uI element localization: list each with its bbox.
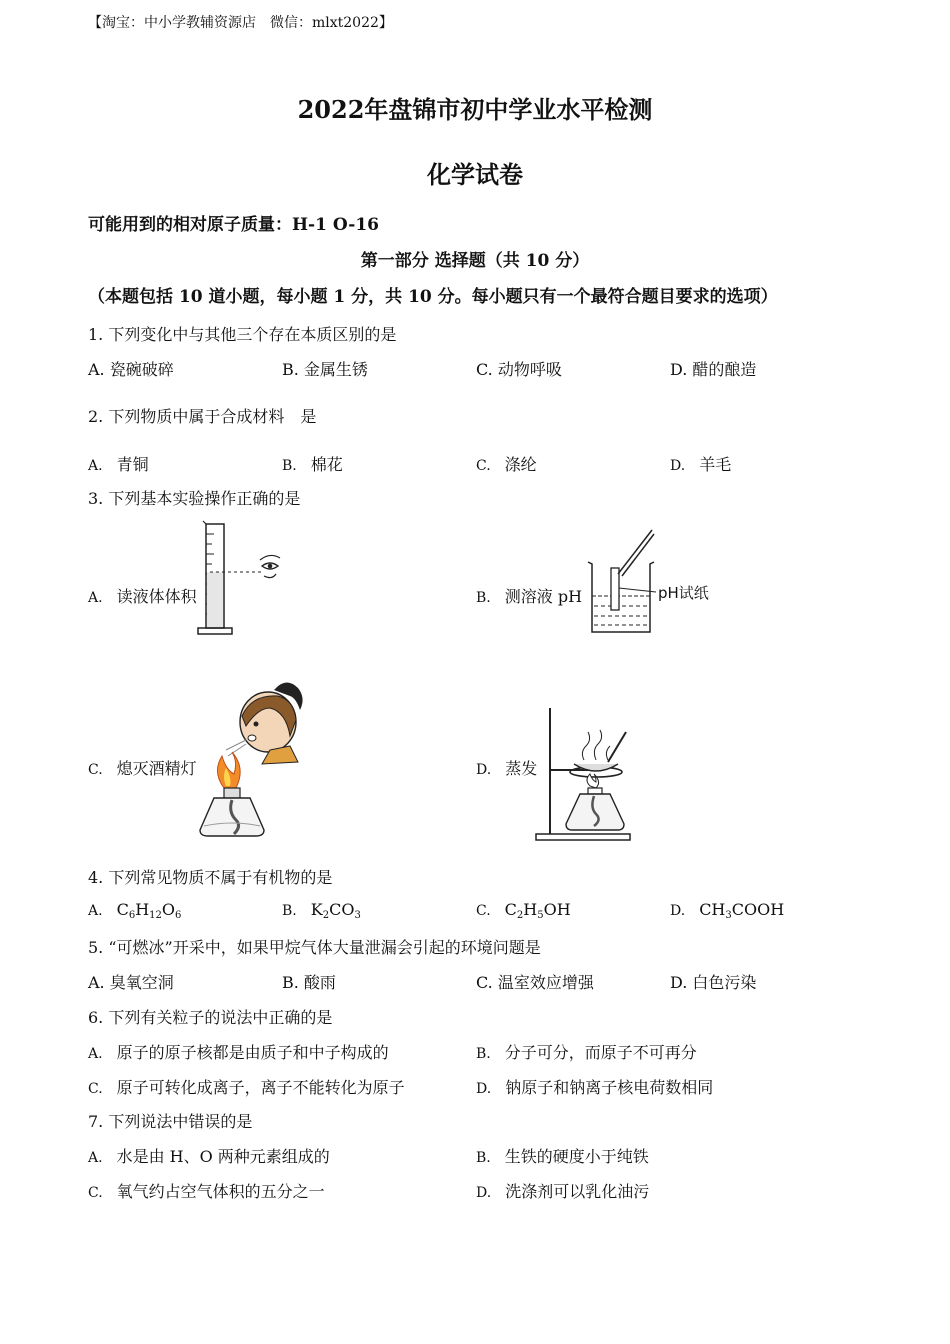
q5-stem: 5. “可燃冰”开采中，如果甲烷气体大量泄漏会引起的环境问题是 xyxy=(88,938,541,957)
q1-option-c: C. 动物呼吸 xyxy=(476,360,562,379)
graduated-cylinder-figure xyxy=(190,520,290,640)
q7-option-c: C. 氧气约占空气体积的五分之一 xyxy=(88,1182,325,1201)
q3-option-b: B. 测溶液 pH xyxy=(476,587,583,606)
q1-option-a: A. 瓷碗破碎 xyxy=(88,360,174,379)
q2-option-a: A. 青铜 xyxy=(88,455,149,474)
q3-option-d: D. 蒸发 xyxy=(476,759,538,778)
ph-test-figure xyxy=(582,526,722,638)
q2-option-b: B. 棉花 xyxy=(282,455,343,474)
q5-option-b: B. 酸雨 xyxy=(282,973,336,992)
atomic-mass-note: 可能用到的相对原子质量：H-1 O-16 xyxy=(88,215,380,235)
q5-option-d: D. 白色污染 xyxy=(670,973,757,992)
blowing-lamp-figure xyxy=(198,676,318,844)
q7-option-b: B. 生铁的硬度小于纯铁 xyxy=(476,1147,649,1166)
q4-option-b: B. $K_2CO_3$ xyxy=(282,900,361,921)
page-header: 【淘宝：中小学教辅资源店 微信：mlxt2022】 xyxy=(88,15,393,31)
q6-option-a: A. 原子的原子核都是由质子和中子构成的 xyxy=(88,1043,389,1062)
q2-stem: 2. 下列物质中属于合成材料 是 xyxy=(88,407,317,426)
q1-option-d: D. 醋的酿造 xyxy=(670,360,757,379)
q3-stem: 3. 下列基本实验操作正确的是 xyxy=(88,489,301,508)
q4-option-a: A. $C_6H_{12}O_6$ xyxy=(88,900,182,921)
q6-option-b: B. 分子可分，而原子不可再分 xyxy=(476,1043,697,1062)
ph-paper-label: pH试纸 xyxy=(658,584,709,602)
evaporation-figure xyxy=(534,704,634,846)
exam-subtitle: 化学试卷 xyxy=(427,160,523,189)
q5-option-c: C. 温室效应增强 xyxy=(476,973,594,992)
q1-option-b: B. 金属生锈 xyxy=(282,360,368,379)
q4-option-c: C. $C_2H_5OH$ xyxy=(476,900,571,921)
q2-option-d: D. 羊毛 xyxy=(670,455,732,474)
q3-option-a: A. 读液体体积 xyxy=(88,587,197,606)
q4-option-d: D. $CH_3COOH$ xyxy=(670,900,785,921)
part1-instructions: （本题包括 10 道小题，每小题 1 分，共 10 分。每小题只有一个最符合题目要求的选项） xyxy=(88,287,778,307)
exam-title: 2022年盘锦市初中学业水平检测 xyxy=(297,95,653,124)
q7-option-a: A. 水是由 H、O 两种元素组成的 xyxy=(88,1147,330,1166)
q6-option-d: D. 钠原子和钠离子核电荷数相同 xyxy=(476,1078,714,1097)
q3-option-c: C. 熄灭酒精灯 xyxy=(88,759,197,778)
q7-stem: 7. 下列说法中错误的是 xyxy=(88,1112,253,1131)
part1-title: 第一部分 选择题（共 10 分） xyxy=(360,251,590,271)
q5-option-a: A. 臭氧空洞 xyxy=(88,973,174,992)
q7-option-d: D. 洗涤剂可以乳化油污 xyxy=(476,1182,650,1201)
q6-stem: 6. 下列有关粒子的说法中正确的是 xyxy=(88,1008,333,1027)
q2-option-c: C. 涤纶 xyxy=(476,455,537,474)
q6-option-c: C. 原子可转化成离子，离子不能转化为原子 xyxy=(88,1078,405,1097)
q1-stem: 1. 下列变化中与其他三个存在本质区别的是 xyxy=(88,325,397,344)
q4-stem: 4. 下列常见物质不属于有机物的是 xyxy=(88,868,333,887)
